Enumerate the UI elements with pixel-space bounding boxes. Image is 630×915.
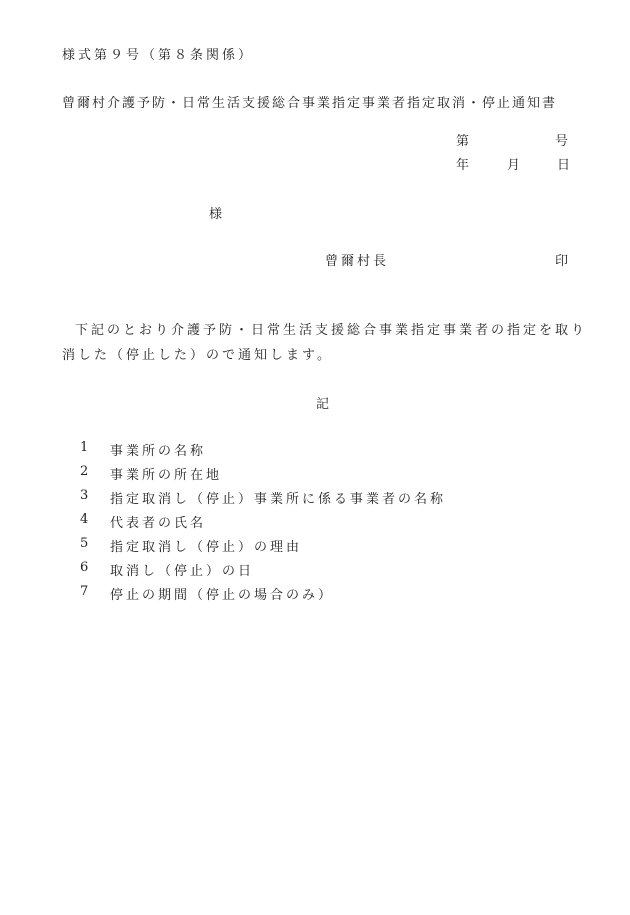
addressee-suffix: 様 <box>209 207 226 222</box>
item-text: 事業所の名称 <box>110 444 207 459</box>
list-item <box>80 464 446 488</box>
date-month-label: 月 <box>507 158 524 173</box>
item-number: 6 <box>80 560 89 575</box>
item-number: 1 <box>80 440 89 455</box>
date-day-label: 日 <box>557 158 574 173</box>
list-item <box>80 536 446 560</box>
item-text: 指定取消し（停止）の理由 <box>110 540 303 555</box>
document-number-suffix: 号 <box>555 134 572 149</box>
item-number: 4 <box>80 512 89 527</box>
body-paragraph: 下記のとおり介護予防・日常生活支援総合事業指定事業者の指定を取り消した（停止した）ので通知します。 <box>62 323 588 363</box>
list-item <box>80 488 446 512</box>
item-text: 代表者の氏名 <box>110 516 207 531</box>
date-year-label: 年 <box>456 158 473 173</box>
item-number: 5 <box>80 536 89 551</box>
document-number-prefix: 第 <box>456 134 473 149</box>
issuer-name: 曾爾村長 <box>325 254 390 269</box>
section-heading: 記 <box>316 397 333 412</box>
list-item <box>80 584 446 608</box>
item-text: 事業所の所在地 <box>110 468 223 483</box>
list-item <box>80 560 446 584</box>
item-number: 2 <box>80 464 89 479</box>
item-number: 3 <box>80 488 89 503</box>
item-list <box>80 440 446 608</box>
item-text: 停止の期間（停止の場合のみ） <box>110 588 335 603</box>
item-number: 7 <box>80 584 89 599</box>
seal-mark: 印 <box>555 254 572 269</box>
form-number: 様式第９号（第８条関係） <box>62 48 255 63</box>
item-text: 指定取消し（停止）事業所に係る事業者の名称 <box>110 492 447 507</box>
list-item <box>80 440 446 464</box>
item-text: 取消し（停止）の日 <box>110 564 255 579</box>
document-title: 曾爾村介護予防・日常生活支援総合事業指定事業者指定取消・停止通知書 <box>62 96 558 111</box>
list-item <box>80 512 446 536</box>
